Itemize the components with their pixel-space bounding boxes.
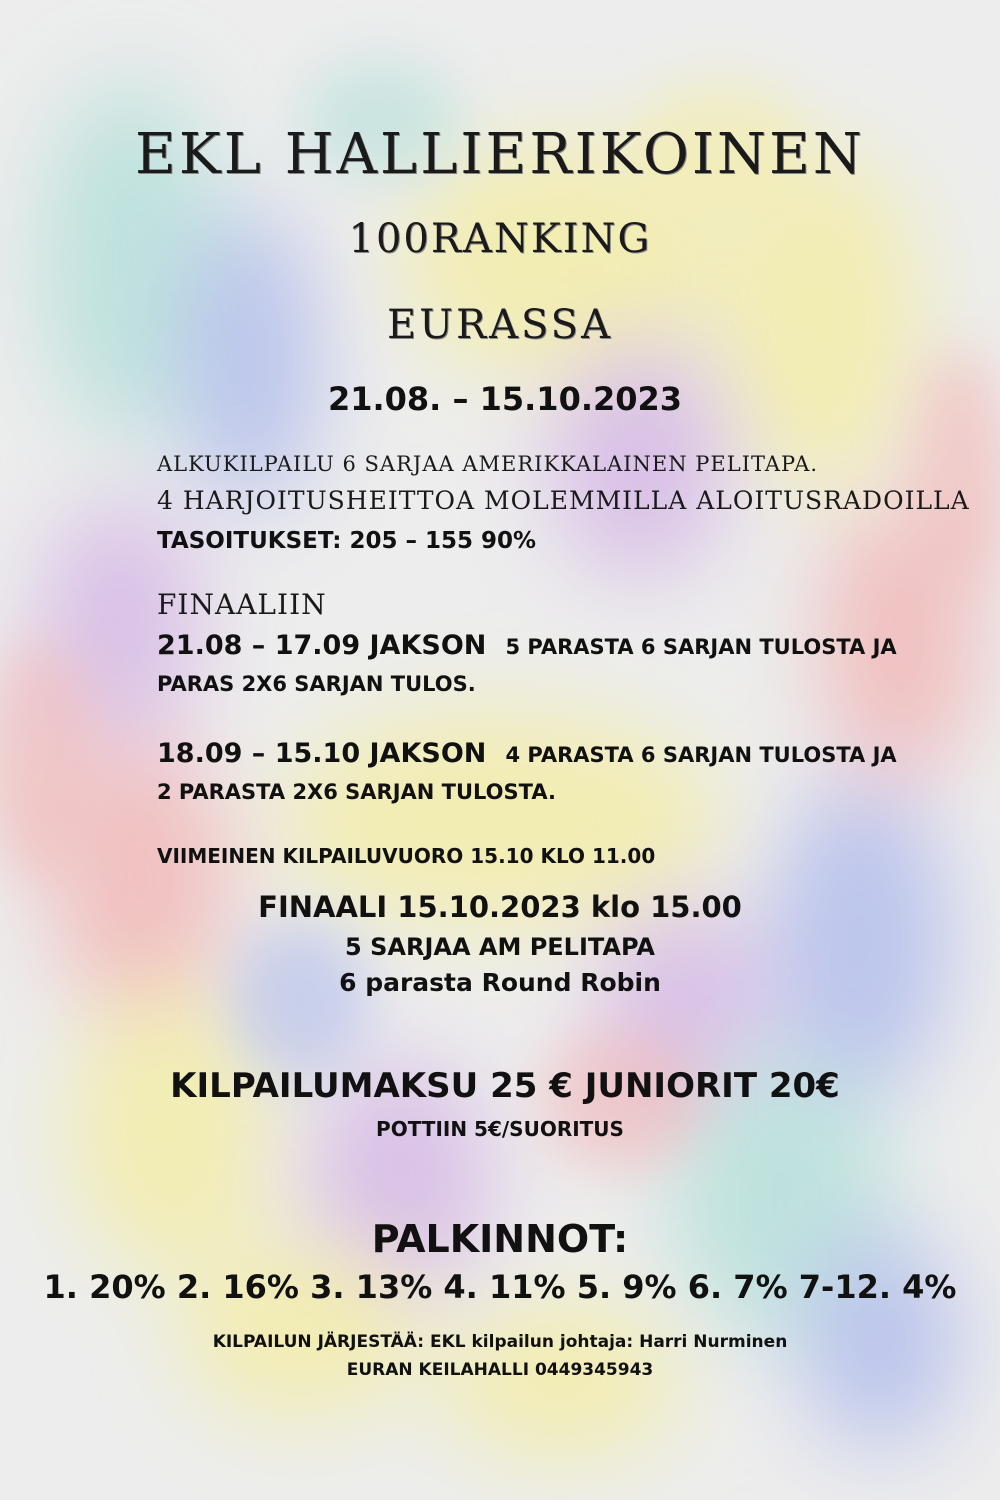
final-round-robin: 6 parasta Round Robin <box>339 968 661 997</box>
qualifier-line-2: 4 HARJOITUSHEITTOA MOLEMMILLA ALOITUSRADOILLA <box>157 486 970 515</box>
period-2-rule: 4 PARASTA 6 SARJAN TULOSTA JA <box>505 743 897 767</box>
prizes-heading: PALKINNOT: <box>371 1217 629 1261</box>
period-2-rule-2: 2 PARASTA 2X6 SARJAN TULOSTA. <box>157 780 556 804</box>
qualifier-line-1: ALKUKILPAILU 6 SARJAA AMERIKKALAINEN PELITAPA. <box>157 452 819 476</box>
event-dates: 21.08. – 15.10.2023 <box>327 380 683 418</box>
event-title: EKL HALLIERIKOINEN <box>135 122 865 187</box>
finals-heading: FINAALIIN <box>157 588 327 621</box>
final-format: 5 SARJAA AM PELITAPA <box>345 933 655 961</box>
entry-fee: KILPAILUMAKSU 25 € JUNIORIT 20€ <box>170 1066 840 1106</box>
final-time: FINAALI 15.10.2023 klo 15.00 <box>258 890 742 924</box>
event-subtitle: 100RANKING <box>348 216 652 262</box>
organizer-info: KILPAILUN JÄRJESTÄÄ: EKL kilpailun johtaja: Harri Nurminen <box>212 1332 788 1352</box>
period-2-row <box>157 738 897 769</box>
period-1-row <box>157 630 897 661</box>
prizes-distribution: 1. 20% 2. 16% 3. 13% 4. 11% 5. 9% 6. 7% 7-12. 4% <box>43 1268 957 1306</box>
period-1-rule: 5 PARASTA 6 SARJAN TULOSTA JA <box>505 635 897 659</box>
period-2-label: 18.09 – 15.10 JAKSON <box>157 738 487 769</box>
period-1-label: 21.08 – 17.09 JAKSON <box>157 630 487 661</box>
last-round-info: VIIMEINEN KILPAILUVUORO 15.10 KLO 11.00 <box>157 844 656 868</box>
pot-fee: POTTIIN 5€/SUORITUS <box>376 1117 624 1141</box>
qualifier-line-3: TASOITUKSET: 205 – 155 90% <box>157 528 537 554</box>
event-location: EURASSA <box>387 302 613 348</box>
contact-info: EURAN KEILAHALLI 0449345943 <box>346 1360 654 1380</box>
period-1-rule-2: PARAS 2X6 SARJAN TULOS. <box>157 672 476 696</box>
